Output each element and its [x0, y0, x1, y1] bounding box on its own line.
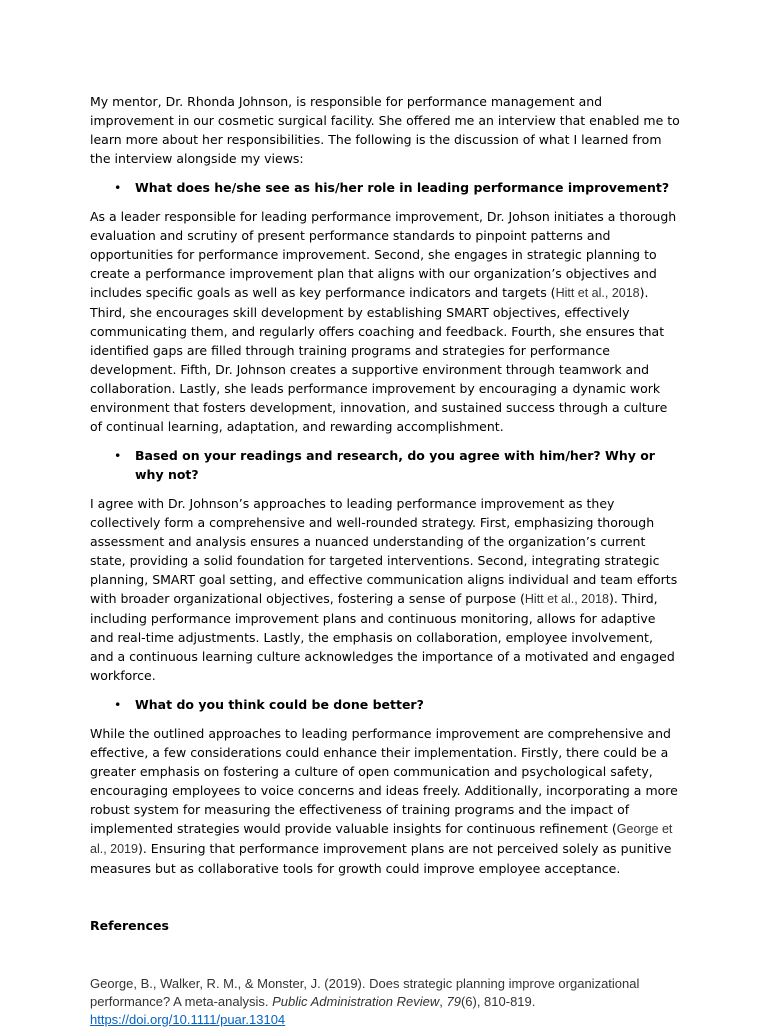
answer-text: ). Third, she encourages skill development by establishing SMART objectives, effectively communicating them, and regularly offers coaching and feedback. Fourth, she ensures that identified gaps are filled through training programs and strategies for performance development. Fifth, Dr. Johnson creates a supportive environment through teamwork and collaboration. Lastly, she leads performance improvement by encouraging a dynamic work environment that fosters development, innovation, and sustained success through a culture of continual learning, adaptation, and rewarding accomplishment.: [90, 285, 668, 434]
reference-journal: Public Administration Review: [272, 994, 440, 1009]
question-text: Based on your readings and research, do you agree with him/her? Why or why not?: [135, 448, 655, 482]
answer-text: I agree with Dr. Johnson’s approaches to leading performance improvement as they collectively form a comprehensive and well-rounded strategy. First, emphasizing thorough assessment and analysis ensures a nuanced understanding of the organization’s current state, providing a solid foundation for targeted interventions. Second, integrating strategic planning, SMART goal setting, and effective communication aligns individual and team efforts with broader organizational objectives, fostering a sense of purpose (: [90, 496, 678, 606]
answer-text: As a leader responsible for leading performance improvement, Dr. Johson initiates a thorough evaluation and scrutiny of present performance standards to pinpoint patterns and opportunities for performance improvement. Second, she engages in strategic planning to create a performance improvement plan that aligns with our organization’s objectives and includes specific goals as well as key performance indicators and targets (: [90, 209, 677, 300]
question-1: [90, 178, 680, 197]
question-3: [90, 695, 680, 714]
document-page: [90, 92, 680, 1029]
answer-text: ). Third, including performance improvement plans and continuous monitoring, allows for adaptive and real-time adjustments. Lastly, the emphasis on collaboration, employee involvement, and a continuous learning culture acknowledges the importance of a motivated and engaged workforce.: [90, 591, 675, 683]
reference-separator: ,: [439, 994, 447, 1009]
answer-text: While the outlined approaches to leading performance improvement are comprehensive and effective, a few considerations could enhance their implementation. Firstly, there could be a greater emphasis on fostering a culture of open communication and psychological safety, encouraging employees to voice concerns and ideas freely. Additionally, incorporating a more robust system for measuring the effectiveness of training programs and the impact of implemented strategies would provide valuable insights for continuous refinement (: [90, 726, 678, 836]
citation: Hitt et al., 2018: [524, 592, 609, 606]
answer-paragraph-3: [90, 724, 680, 878]
citation: Hitt et al., 2018: [555, 286, 640, 300]
reference-entry: [90, 975, 680, 1029]
reference-volume: 79: [446, 994, 461, 1009]
intro-paragraph: My mentor, Dr. Rhonda Johnson, is responsible for performance management and improvement in our cosmetic surgical facility. She offered me an interview that enabled me to learn more about her responsibilities. The following is the discussion of what I learned from the interview alongside my views:: [90, 94, 680, 166]
reference-authors: George, B., Walker, R. M., & Monster, J. (2019). Does strategic planning improve organizational performance? A meta-analysis.: [90, 976, 640, 1009]
question-text: What does he/she see as his/her role in leading performance improvement?: [135, 180, 670, 195]
bullet-icon: •: [114, 697, 122, 712]
answer-paragraph-1: [90, 207, 680, 436]
bullet-icon: •: [114, 448, 122, 463]
answer-paragraph-2: [90, 494, 680, 685]
bullet-icon: •: [114, 180, 122, 195]
question-text: What do you think could be done better?: [135, 697, 424, 712]
question-2: [90, 446, 680, 484]
reference-pages: (6), 810-819.: [460, 994, 536, 1009]
doi-link[interactable]: https://doi.org/10.1111/puar.13104: [90, 1012, 286, 1027]
citation: George et al., 2019: [90, 822, 673, 856]
answer-text: ). Ensuring that performance improvement plans are not perceived solely as punitive measures but as collaborative tools for growth could improve employee acceptance.: [90, 841, 672, 876]
references-heading: References: [90, 918, 169, 933]
